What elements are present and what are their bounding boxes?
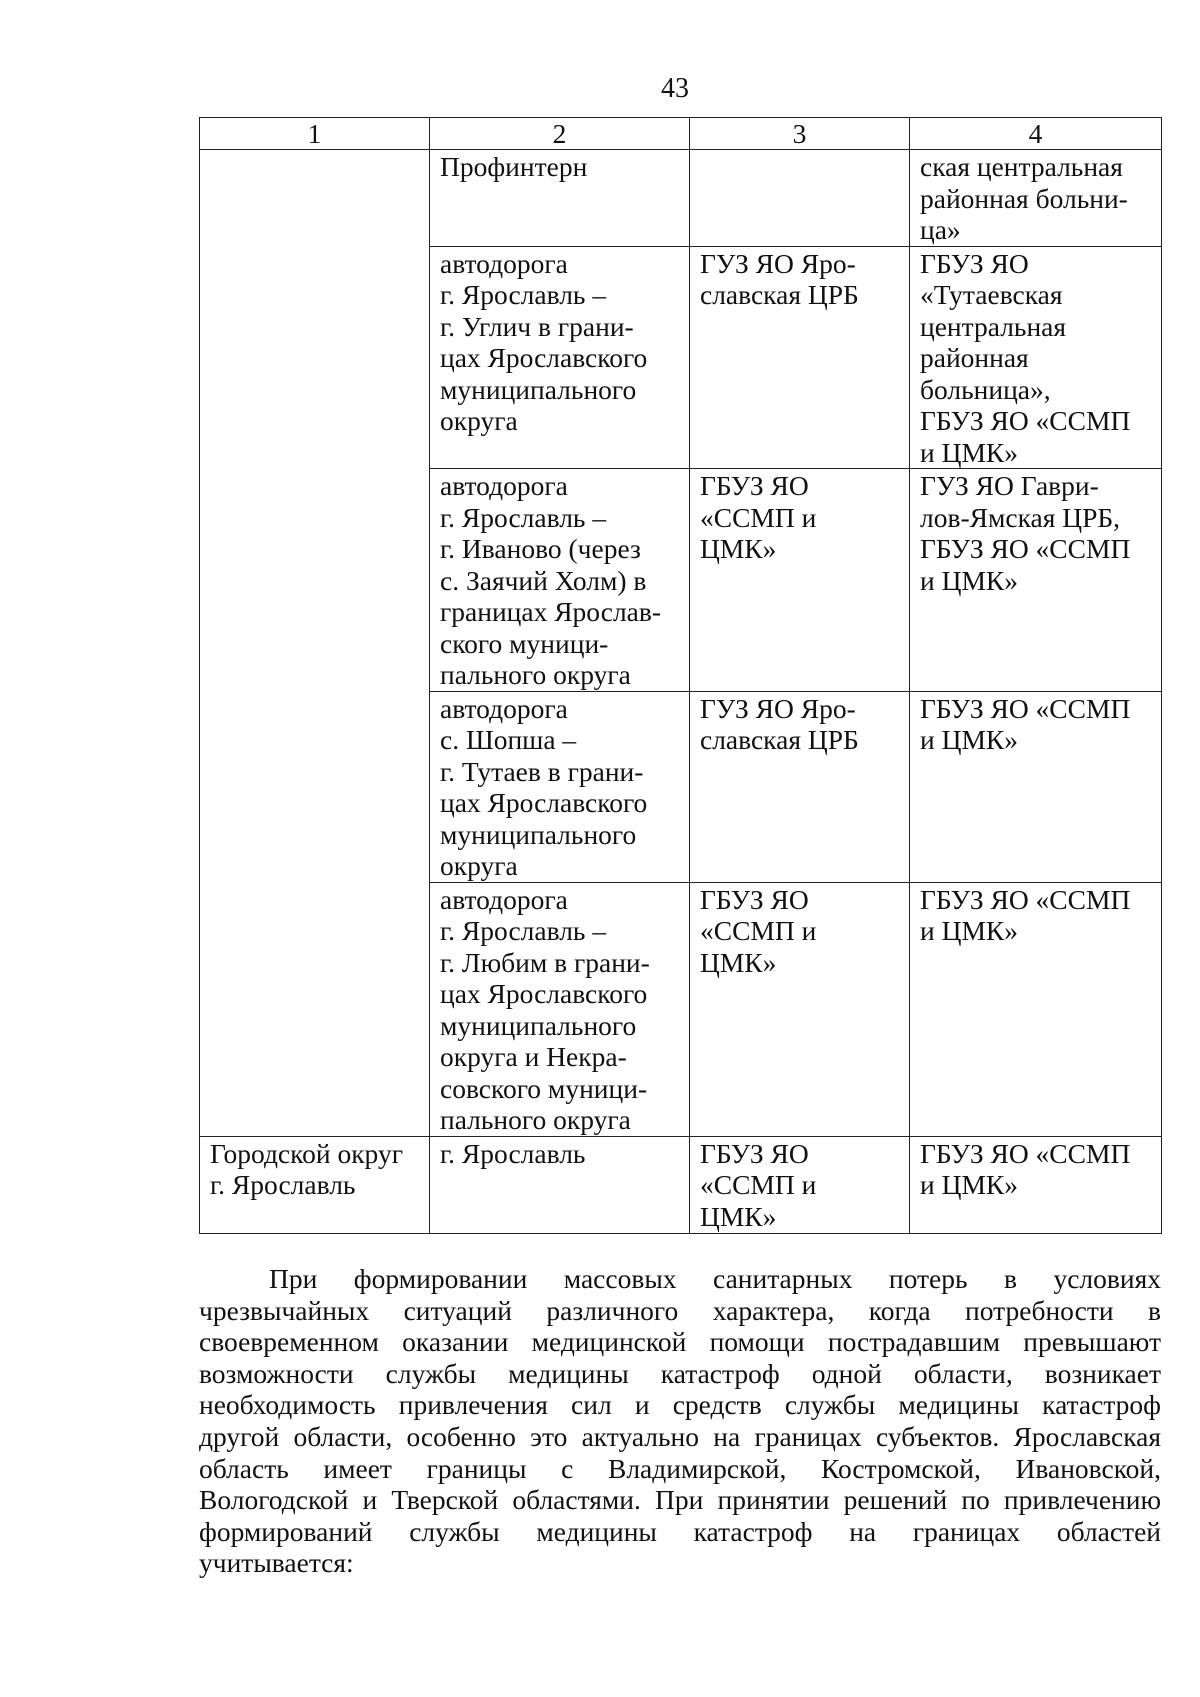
table-cell-backup: ГБУЗ ЯО «ССМП и ЦМК» (910, 691, 1162, 882)
table-row (200, 150, 1162, 247)
table-cell-primary: ГБУЗ ЯО «ССМП и ЦМК» (690, 469, 910, 692)
table-cell-district (200, 246, 430, 469)
table-cell-primary: ГБУЗ ЯО «ССМП и ЦМК» (690, 1136, 910, 1233)
page-number: 43 (661, 73, 689, 104)
table-row (200, 469, 1162, 692)
table-row (200, 246, 1162, 469)
table-cell-district (200, 882, 430, 1136)
table-cell-district (200, 691, 430, 882)
table-cell-backup: ГБУЗ ЯО «Тутаевская центральная районная больница», ГБУЗ ЯО «ССМП и ЦМК» (910, 246, 1162, 469)
table-cell-primary: ГУЗ ЯО Яро- славская ЦРБ (690, 246, 910, 469)
table-cell-backup: ГБУЗ ЯО «ССМП и ЦМК» (910, 1136, 1162, 1233)
table-cell-backup: ская центральная районная больни- ца» (910, 150, 1162, 247)
column-header: 1 (200, 118, 430, 150)
table-cell-primary (690, 150, 910, 247)
paragraph-line: область имеет границы с Владимирской, Костромской, Ивановской, (199, 1452, 1161, 1484)
paragraph-line: возможности службы медицины катастроф одной области, возникает (199, 1357, 1161, 1389)
table-cell-road: Профинтерн (430, 150, 690, 247)
paragraph-line: Вологодской и Тверской областями. При принятии решений по привлечению (199, 1484, 1161, 1516)
table-cell-road: автодорога г. Ярославль – г. Любим в грани- цах Ярославского муниципального округа и Некра- совского муници- пального округа (430, 882, 690, 1136)
paragraph-line: учитывается: (199, 1547, 354, 1579)
column-header: 4 (910, 118, 1162, 150)
table-cell-district (200, 150, 430, 247)
paragraph-line: своевременном оказании медицинской помощи пострадавшим превышают (199, 1326, 1161, 1358)
paragraph-line: другой области, особенно это актуально на границах субъектов. Ярославская (199, 1420, 1161, 1452)
table-cell-road: автодорога г. Ярославль – г. Иваново (через с. Заячий Холм) в границах Ярослав- ского муници- пального округа (430, 469, 690, 692)
table-row (200, 691, 1162, 882)
table-cell-road: г. Ярославль (430, 1136, 690, 1233)
table-cell-primary: ГУЗ ЯО Яро- славская ЦРБ (690, 691, 910, 882)
table-header-row (200, 118, 1162, 150)
body-paragraph (199, 1263, 1161, 1579)
table-cell-backup: ГУЗ ЯО Гаври- лов-Ямская ЦРБ, ГБУЗ ЯО «ССМП и ЦМК» (910, 469, 1162, 692)
column-header: 3 (690, 118, 910, 150)
paragraph-line: формирований службы медицины катастроф на границах областей (199, 1515, 1161, 1547)
table-cell-road: автодорога с. Шопша – г. Тутаев в грани- цах Ярославского муниципального округа (430, 691, 690, 882)
table-cell-backup: ГБУЗ ЯО «ССМП и ЦМК» (910, 882, 1162, 1136)
paragraph-line: чрезвычайных ситуаций различного характера, когда потребности в (199, 1294, 1161, 1326)
table-cell-primary: ГБУЗ ЯО «ССМП и ЦМК» (690, 882, 910, 1136)
table-cell-district: Городской округ г. Ярославль (200, 1136, 430, 1233)
table-row (200, 882, 1162, 1136)
column-header: 2 (430, 118, 690, 150)
table-cell-road: автодорога г. Ярославль – г. Углич в грани- цах Ярославского муниципального округа (430, 246, 690, 469)
facilities-table (199, 117, 1162, 1234)
paragraph-line: При формировании массовых санитарных потерь в условиях (269, 1263, 1161, 1294)
table-cell-district (200, 469, 430, 692)
table-row (200, 1136, 1162, 1233)
paragraph-line: необходимость привлечения сил и средств службы медицины катастроф (199, 1389, 1161, 1421)
